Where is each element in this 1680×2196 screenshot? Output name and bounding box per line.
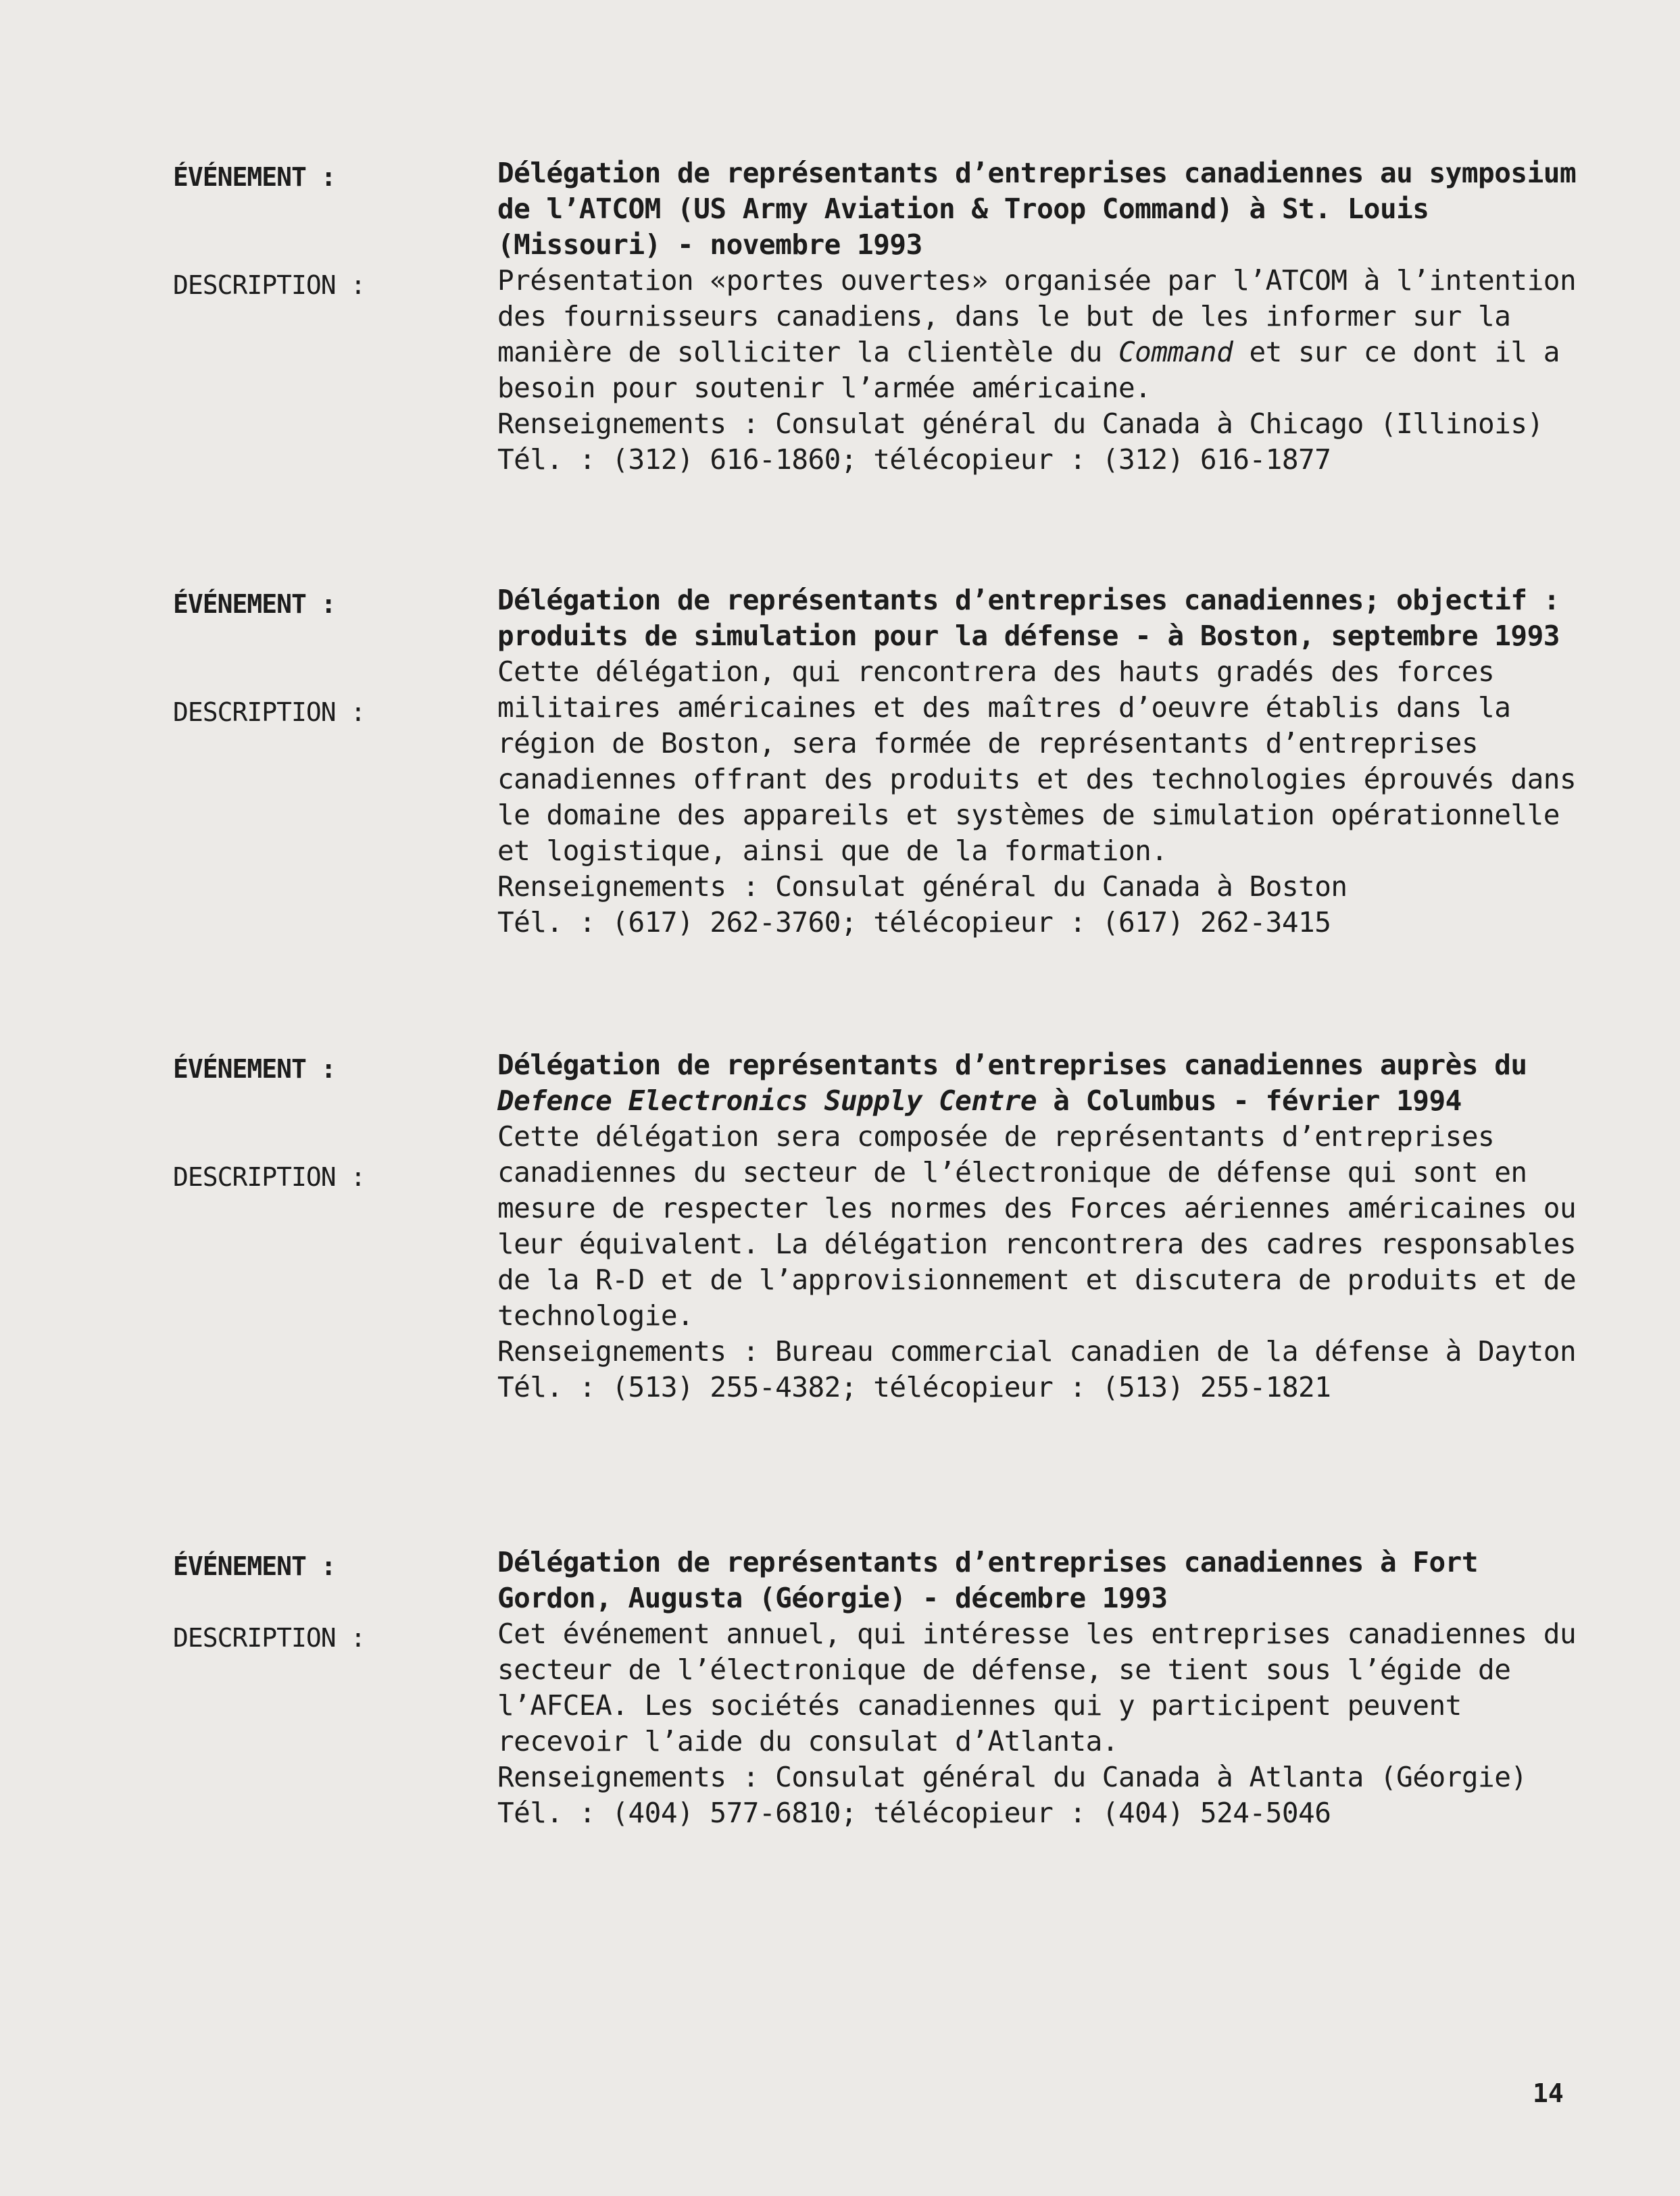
event-description: Cette délégation, qui rencontrera des hauts gradés des forces militaires américaines et des maîtres d’oeuvre établis dans la région de Boston, sera formée de représentants d’entreprises canadiennes offrant des produits et des technologies éprouvés dans le domaine des appareils et systèmes de simulation opérationnelle et logistique, ainsi que de la formation. <box>497 655 1577 867</box>
event-description: Cette délégation sera composée de représentants d’entreprises canadiennes du secteur de l’électronique de défense qui sont en mesure de respecter les normes des Forces aériennes américaines ou leur équivalent. La délégation rencontrera des cadres responsables de la R-D et de l’approvisionnement et discutera de produits et de technologie. <box>497 1120 1577 1332</box>
description-label: DESCRIPTION : <box>173 1162 366 1192</box>
event-title: Délégation de représentants d’entreprises canadiennes; objectif : produits de simulation pour la défense - à Boston, septembre 1993 <box>497 584 1560 652</box>
description-label: DESCRIPTION : <box>173 1623 366 1653</box>
event-contact: Renseignements : Bureau commercial canadien de la défense à Dayton <box>497 1335 1577 1368</box>
event-contact: Renseignements : Consulat général du Canada à Boston <box>497 870 1348 903</box>
event-body <box>497 1545 1579 1831</box>
event-description: Présentation «portes ouvertes» organisée par l’ATCOM à l’intention des fournisseurs canadiens, dans le but de les informer sur la manière de solliciter la clientèle du Command et sur ce dont il a besoin pour soutenir l’armée américaine. <box>497 264 1577 404</box>
event-title: Délégation de représentants d’entreprises canadiennes auprès du Defence Electronics Supply Centre à Columbus - février 1994 <box>497 1049 1527 1117</box>
event-title: Délégation de représentants d’entreprises canadiennes à Fort Gordon, Augusta (Géorgie) - décembre 1993 <box>497 1546 1479 1614</box>
description-label: DESCRIPTION : <box>173 697 366 727</box>
event-description: Cet événement annuel, qui intéresse les entreprises canadiennes du secteur de l’électronique de défense, se tient sous l’égide de l’AFCEA. Les sociétés canadiennes qui y participent peuvent recevoir l’aide du consulat d’Atlanta. <box>497 1618 1577 1757</box>
event-contact: Renseignements : Consulat général du Canada à Chicago (Illinois) <box>497 407 1543 440</box>
description-label: DESCRIPTION : <box>173 270 366 300</box>
event-phone: Tél. : (312) 616-1860; télécopieur : (312) 616-1877 <box>497 443 1331 476</box>
event-body <box>497 1047 1579 1405</box>
event-body <box>497 582 1579 941</box>
event-phone: Tél. : (617) 262-3760; télécopieur : (617) 262-3415 <box>497 906 1331 939</box>
event-label: ÉVÉNEMENT : <box>173 589 336 619</box>
event-label: ÉVÉNEMENT : <box>173 1551 336 1581</box>
event-phone: Tél. : (404) 577-6810; télécopieur : (404) 524-5046 <box>497 1797 1331 1829</box>
event-contact: Renseignements : Consulat général du Canada à Atlanta (Géorgie) <box>497 1761 1527 1793</box>
page-number: 14 <box>1533 2078 1564 2108</box>
event-label: ÉVÉNEMENT : <box>173 1054 336 1084</box>
event-title: Délégation de représentants d’entreprises canadiennes au symposium de l’ATCOM (US Army Aviation & Troop Command) à St. Louis (Missouri) - novembre 1993 <box>497 157 1577 261</box>
event-body <box>497 155 1579 478</box>
event-label: ÉVÉNEMENT : <box>173 162 336 192</box>
event-phone: Tél. : (513) 255-4382; télécopieur : (513) 255-1821 <box>497 1371 1331 1403</box>
